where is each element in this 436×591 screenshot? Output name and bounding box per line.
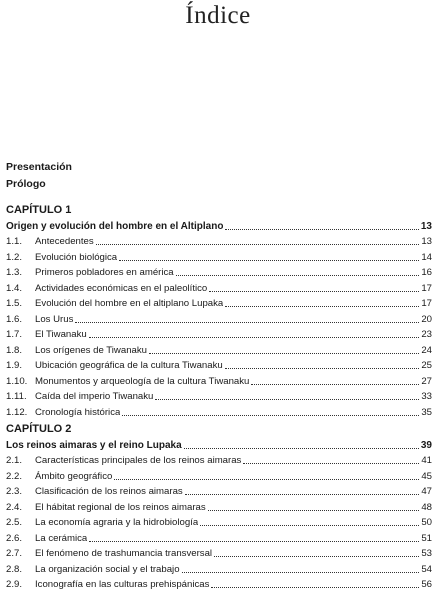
section-number: 1.6. <box>6 314 35 326</box>
page-number: 54 <box>421 564 432 576</box>
page-number: 48 <box>421 502 432 514</box>
toc-entry <box>6 560 432 576</box>
section-number: 1.1. <box>6 236 35 248</box>
page-number: 24 <box>421 345 432 357</box>
page-number: 13 <box>421 221 432 233</box>
section-number: 2.2. <box>6 471 35 483</box>
toc-entry <box>6 341 432 357</box>
section-title: Iconografía en las culturas prehispánicas <box>35 579 209 591</box>
page-number: 16 <box>421 267 432 279</box>
section-number: 1.9. <box>6 360 35 372</box>
dot-leader <box>155 399 419 400</box>
toc-entry <box>6 452 432 468</box>
dot-leader <box>214 556 419 557</box>
toc-entry <box>6 279 432 295</box>
page-number: 47 <box>421 486 432 498</box>
toc-entry <box>6 529 432 545</box>
toc-entry <box>6 403 432 419</box>
front-matter <box>6 159 72 193</box>
section-number: 1.10. <box>6 376 35 388</box>
section-title: Caída del imperio Tiwanaku <box>35 391 153 403</box>
section-title: Ámbito geográfico <box>35 471 112 483</box>
toc-entry <box>6 545 432 561</box>
chapter-1-heading <box>6 217 432 233</box>
toc-entry <box>6 576 432 591</box>
dot-leader <box>225 306 419 307</box>
dot-leader <box>243 463 419 464</box>
page-number: 33 <box>421 391 432 403</box>
chapter-2 <box>6 422 432 591</box>
section-title: Antecedentes <box>35 236 94 248</box>
page-number: 20 <box>421 314 432 326</box>
dot-leader <box>225 229 418 230</box>
toc-entry <box>6 514 432 530</box>
page-number: 35 <box>421 407 432 419</box>
section-title: La organización social y el trabajo <box>35 564 180 576</box>
chapter-1 <box>6 203 432 419</box>
toc-entry <box>6 310 432 326</box>
section-title: Clasificación de los reinos aimaras <box>35 486 183 498</box>
toc-entry <box>6 233 432 249</box>
section-number: 1.4. <box>6 283 35 295</box>
section-title: Cronología histórica <box>35 407 120 419</box>
section-title: Características principales de los reinos aimaras <box>35 455 241 467</box>
toc-entry <box>6 248 432 264</box>
dot-leader <box>149 353 419 354</box>
section-number: 2.3. <box>6 486 35 498</box>
section-title: Los Urus <box>35 314 73 326</box>
toc-entry <box>6 295 432 311</box>
section-number: 2.5. <box>6 517 35 529</box>
chapter-title: Los reinos aimaras y el reino Lupaka <box>6 440 182 452</box>
dot-leader <box>225 368 420 369</box>
section-title: La economía agraria y la hidrobiología <box>35 517 198 529</box>
dot-leader <box>182 572 420 573</box>
front-matter-prologo: Prólogo <box>6 176 72 193</box>
toc-entry <box>6 372 432 388</box>
page-number: 17 <box>421 298 432 310</box>
page-number: 50 <box>421 517 432 529</box>
front-matter-presentacion: Presentación <box>6 159 72 176</box>
section-number: 1.11. <box>6 391 35 403</box>
dot-leader <box>89 541 419 542</box>
dot-leader <box>208 510 420 511</box>
dot-leader <box>176 275 420 276</box>
dot-leader <box>75 322 419 323</box>
dot-leader <box>96 244 420 245</box>
dot-leader <box>185 494 420 495</box>
dot-leader <box>251 384 419 385</box>
section-number: 2.8. <box>6 564 35 576</box>
page-number: 39 <box>421 440 432 452</box>
dot-leader <box>211 587 419 588</box>
dot-leader <box>114 479 419 480</box>
page-number: 41 <box>421 455 432 467</box>
section-number: 2.1. <box>6 455 35 467</box>
section-number: 2.6. <box>6 533 35 545</box>
page-number: 17 <box>421 283 432 295</box>
dot-leader <box>122 415 419 416</box>
page-number: 53 <box>421 548 432 560</box>
toc-entry <box>6 388 432 404</box>
chapter-1-label: CAPÍTULO 1 <box>6 203 432 217</box>
section-title: El Tiwanaku <box>35 329 87 341</box>
section-title: Actividades económicas en el paleolítico <box>35 283 207 295</box>
toc-entry <box>6 467 432 483</box>
section-number: 1.5. <box>6 298 35 310</box>
section-title: La cerámica <box>35 533 87 545</box>
toc-entry <box>6 326 432 342</box>
section-title: Evolución biológica <box>35 252 117 264</box>
page-number: 25 <box>421 360 432 372</box>
page-number: 56 <box>421 579 432 591</box>
section-number: 2.9. <box>6 579 35 591</box>
page-number: 23 <box>421 329 432 341</box>
section-title: El fenómeno de trashumancia transversal <box>35 548 212 560</box>
dot-leader <box>209 291 419 292</box>
section-number: 2.4. <box>6 502 35 514</box>
dot-leader <box>89 337 420 338</box>
section-number: 2.7. <box>6 548 35 560</box>
section-title: Los orígenes de Tiwanaku <box>35 345 147 357</box>
section-title: Primeros pobladores en américa <box>35 267 174 279</box>
dot-leader <box>119 260 419 261</box>
section-number: 1.12. <box>6 407 35 419</box>
section-number: 1.3. <box>6 267 35 279</box>
section-title: Ubicación geográfica de la cultura Tiwanaku <box>35 360 223 372</box>
section-number: 1.7. <box>6 329 35 341</box>
chapter-2-heading <box>6 436 432 452</box>
section-title: El hábitat regional de los reinos aimaras <box>35 502 206 514</box>
page-title: Índice <box>0 2 436 30</box>
page-number: 51 <box>421 533 432 545</box>
dot-leader <box>184 448 419 449</box>
section-title: Evolución del hombre en el altiplano Lupaka <box>35 298 223 310</box>
chapter-2-label: CAPÍTULO 2 <box>6 422 432 436</box>
toc-entry <box>6 498 432 514</box>
section-title: Monumentos y arqueología de la cultura Tiwanaku <box>35 376 249 388</box>
page-number: 13 <box>421 236 432 248</box>
page-number: 45 <box>421 471 432 483</box>
section-number: 1.8. <box>6 345 35 357</box>
page-number: 27 <box>421 376 432 388</box>
dot-leader <box>200 525 419 526</box>
toc-entry <box>6 483 432 499</box>
chapter-title: Origen y evolución del hombre en el Altiplano <box>6 221 223 233</box>
toc-entry <box>6 357 432 373</box>
section-number: 1.2. <box>6 252 35 264</box>
toc-entry <box>6 264 432 280</box>
page-number: 14 <box>421 252 432 264</box>
